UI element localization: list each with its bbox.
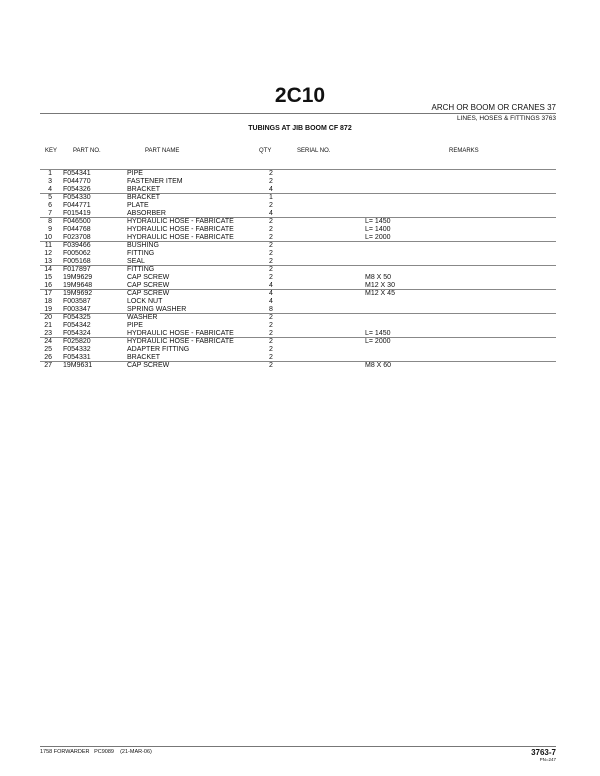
table-row bbox=[40, 265, 556, 274]
row-qty: 8 bbox=[269, 306, 273, 313]
table-row bbox=[40, 226, 556, 234]
row-part-no: F044768 bbox=[63, 226, 91, 233]
row-part-no: 19M9629 bbox=[63, 274, 93, 281]
group-title: TUBINGS AT JIB BOOM CF 872 bbox=[248, 125, 352, 132]
row-part-no: F003587 bbox=[63, 298, 91, 305]
row-part-name: HYDRAULIC HOSE - FABRICATE bbox=[127, 330, 234, 337]
row-key: 23 bbox=[44, 330, 52, 337]
row-part-no: F046500 bbox=[63, 218, 91, 225]
row-key: 24 bbox=[44, 338, 52, 345]
row-remarks: L= 1400 bbox=[365, 226, 391, 233]
row-part-name: SEAL bbox=[127, 258, 145, 265]
row-qty: 2 bbox=[269, 338, 273, 345]
row-part-no: F044770 bbox=[63, 178, 91, 185]
pn-number: PN=247 bbox=[539, 757, 556, 762]
header-part-no: PART NO. bbox=[73, 148, 101, 154]
row-key: 20 bbox=[44, 314, 52, 321]
subsection-title: LINES, HOSES & FITTINGS 3763 bbox=[457, 115, 556, 122]
row-part-no: F023708 bbox=[63, 234, 91, 241]
row-qty: 2 bbox=[269, 226, 273, 233]
table-row bbox=[40, 322, 556, 330]
row-qty: 2 bbox=[269, 274, 273, 281]
row-part-name: WASHER bbox=[127, 314, 158, 321]
row-part-no: F005168 bbox=[63, 258, 91, 265]
row-key: 13 bbox=[44, 258, 52, 265]
table-row bbox=[40, 298, 556, 306]
row-part-name: LOCK NUT bbox=[127, 298, 163, 305]
table-row bbox=[40, 241, 556, 250]
table-row bbox=[40, 313, 556, 322]
table-row bbox=[40, 274, 556, 282]
row-qty: 2 bbox=[269, 346, 273, 353]
table-row bbox=[40, 289, 556, 298]
row-part-name: HYDRAULIC HOSE - FABRICATE bbox=[127, 226, 234, 233]
row-part-name: SPRING WASHER bbox=[127, 306, 187, 313]
row-key: 3 bbox=[48, 178, 52, 185]
row-key: 17 bbox=[44, 290, 52, 297]
row-remarks: M12 X 45 bbox=[365, 290, 395, 297]
row-qty: 4 bbox=[269, 186, 273, 193]
row-key: 19 bbox=[44, 306, 52, 313]
page-title: 2C10 bbox=[274, 84, 326, 107]
table-row bbox=[40, 193, 556, 202]
row-qty: 1 bbox=[269, 194, 273, 201]
row-key: 4 bbox=[48, 186, 52, 193]
row-part-name: ADAPTER FITTING bbox=[127, 346, 190, 353]
row-qty: 4 bbox=[269, 210, 273, 217]
row-part-no: F044771 bbox=[63, 202, 91, 209]
row-part-name: CAP SCREW bbox=[127, 274, 170, 281]
table-row bbox=[40, 217, 556, 226]
row-key: 12 bbox=[44, 250, 52, 257]
row-key: 18 bbox=[44, 298, 52, 305]
row-key: 14 bbox=[44, 266, 52, 273]
row-qty: 2 bbox=[269, 178, 273, 185]
row-qty: 2 bbox=[269, 330, 273, 337]
row-part-name: CAP SCREW bbox=[127, 282, 170, 289]
header-remarks: REMARKS bbox=[449, 148, 479, 154]
row-part-no: 19M9692 bbox=[63, 290, 93, 297]
row-remarks: L= 1450 bbox=[365, 218, 391, 225]
row-part-name: FITTING bbox=[127, 250, 155, 257]
row-qty: 4 bbox=[269, 298, 273, 305]
row-qty: 2 bbox=[269, 314, 273, 321]
row-remarks: L= 2000 bbox=[365, 338, 391, 345]
row-qty: 2 bbox=[269, 218, 273, 225]
row-part-no: F015419 bbox=[63, 210, 91, 217]
header-divider bbox=[40, 113, 556, 114]
row-part-name: CAP SCREW bbox=[127, 290, 170, 297]
row-key: 8 bbox=[48, 218, 52, 225]
table-row bbox=[40, 202, 556, 210]
row-qty: 2 bbox=[269, 322, 273, 329]
row-part-name: FASTENER ITEM bbox=[127, 178, 183, 185]
table-row bbox=[40, 250, 556, 258]
row-part-name: FITTING bbox=[127, 266, 155, 273]
header-qty: QTY bbox=[259, 148, 272, 154]
row-key: 5 bbox=[48, 194, 52, 201]
row-part-name: PIPE bbox=[127, 322, 143, 329]
row-key: 11 bbox=[44, 242, 52, 249]
row-part-name: HYDRAULIC HOSE - FABRICATE bbox=[127, 338, 234, 345]
row-key: 27 bbox=[44, 362, 52, 369]
row-qty: 2 bbox=[269, 242, 273, 249]
row-part-no: F003347 bbox=[63, 306, 91, 313]
row-remarks: L= 1450 bbox=[365, 330, 391, 337]
row-part-name: BRACKET bbox=[127, 354, 161, 361]
table-row bbox=[40, 178, 556, 186]
row-part-no: F005062 bbox=[63, 250, 91, 257]
row-part-no: F054332 bbox=[63, 346, 91, 353]
row-part-name: PLATE bbox=[127, 202, 149, 209]
row-qty: 2 bbox=[269, 250, 273, 257]
row-key: 6 bbox=[48, 202, 52, 209]
row-part-name: HYDRAULIC HOSE - FABRICATE bbox=[127, 234, 234, 241]
row-key: 1 bbox=[48, 170, 52, 177]
row-part-name: ABSORBER bbox=[127, 210, 166, 217]
row-part-name: BRACKET bbox=[127, 186, 161, 193]
row-part-no: F054324 bbox=[63, 330, 91, 337]
row-key: 16 bbox=[44, 282, 52, 289]
row-part-no: F039466 bbox=[63, 242, 91, 249]
table-row bbox=[40, 169, 556, 178]
row-part-name: PIPE bbox=[127, 170, 143, 177]
row-qty: 4 bbox=[269, 290, 273, 297]
row-remarks: M8 X 60 bbox=[365, 362, 392, 369]
row-part-name: HYDRAULIC HOSE - FABRICATE bbox=[127, 218, 234, 225]
row-part-no: 19M9648 bbox=[63, 282, 93, 289]
row-part-no: F054341 bbox=[63, 170, 91, 177]
row-qty: 2 bbox=[269, 362, 273, 369]
row-key: 26 bbox=[44, 354, 52, 361]
row-remarks: M12 X 30 bbox=[365, 282, 395, 289]
row-qty: 2 bbox=[269, 354, 273, 361]
row-qty: 4 bbox=[269, 282, 273, 289]
row-part-name: BRACKET bbox=[127, 194, 161, 201]
header-key: KEY bbox=[45, 148, 58, 154]
footer-divider bbox=[40, 746, 556, 747]
row-key: 25 bbox=[44, 346, 52, 353]
parts-table bbox=[40, 169, 556, 370]
header-part-name: PART NAME bbox=[145, 148, 180, 154]
row-part-no: F054331 bbox=[63, 354, 91, 361]
row-key: 7 bbox=[48, 210, 52, 217]
row-remarks: M8 X 50 bbox=[365, 274, 392, 281]
page-number: 3763-7 bbox=[531, 748, 556, 757]
row-part-no: F025820 bbox=[63, 338, 91, 345]
row-part-name: CAP SCREW bbox=[127, 362, 170, 369]
row-part-no: F054326 bbox=[63, 186, 91, 193]
table-row bbox=[40, 361, 556, 370]
row-key: 10 bbox=[44, 234, 52, 241]
table-row bbox=[40, 337, 556, 346]
section-title: ARCH OR BOOM OR CRANES 37 bbox=[431, 103, 556, 112]
row-qty: 2 bbox=[269, 258, 273, 265]
row-key: 21 bbox=[44, 322, 52, 329]
row-key: 15 bbox=[44, 274, 52, 281]
footer-info: 1758 FORWARDER PC9089 (21-MAR-06) bbox=[40, 749, 152, 755]
row-qty: 2 bbox=[269, 170, 273, 177]
row-part-name: BUSHING bbox=[127, 242, 159, 249]
table-row bbox=[40, 346, 556, 354]
row-qty: 2 bbox=[269, 202, 273, 209]
row-part-no: F054342 bbox=[63, 322, 91, 329]
row-key: 9 bbox=[48, 226, 52, 233]
row-part-no: F017897 bbox=[63, 266, 91, 273]
header-serial-no: SERIAL NO. bbox=[297, 148, 331, 154]
row-part-no: F054325 bbox=[63, 314, 91, 321]
row-part-no: 19M9631 bbox=[63, 362, 93, 369]
row-qty: 2 bbox=[269, 266, 273, 273]
row-remarks: L= 2000 bbox=[365, 234, 391, 241]
row-qty: 2 bbox=[269, 234, 273, 241]
row-part-no: F054330 bbox=[63, 194, 91, 201]
